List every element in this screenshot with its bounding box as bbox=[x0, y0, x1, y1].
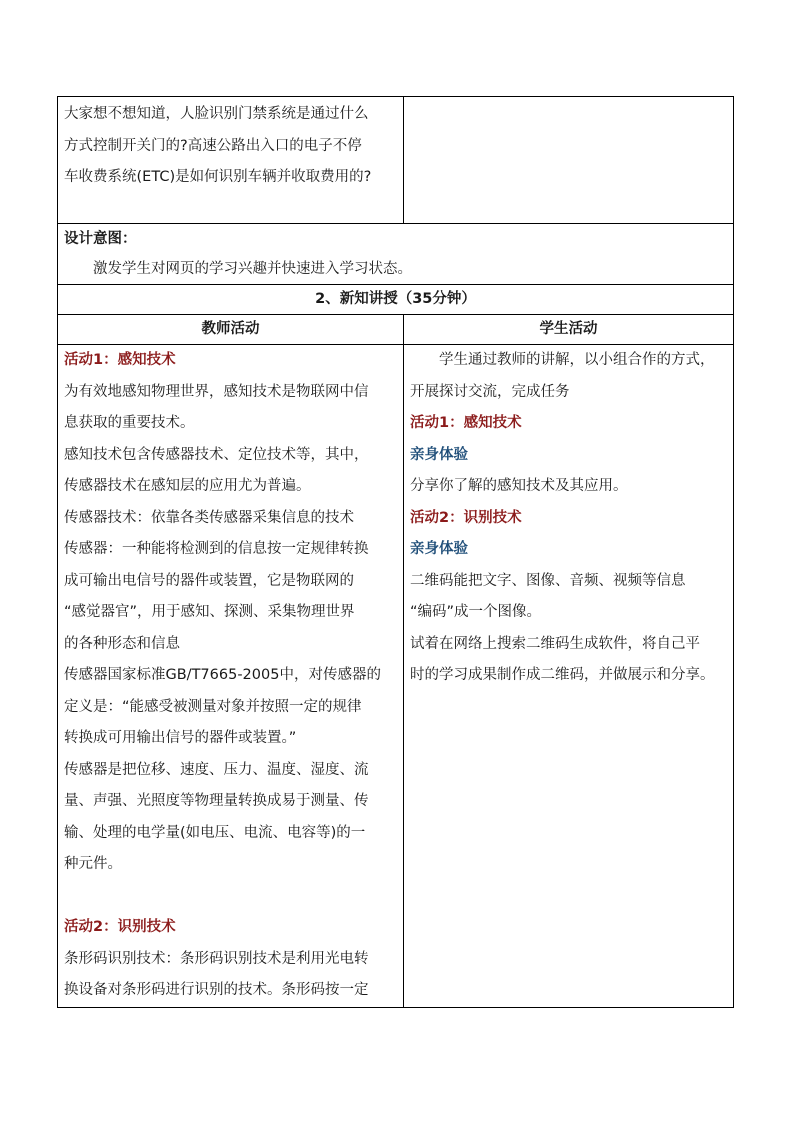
teacher-activity2-title: 活动2：识别技术 bbox=[64, 919, 176, 935]
teacher-line: 传感器技术：依靠各类传感器采集信息的技术 bbox=[64, 509, 354, 526]
intro-left-cell bbox=[58, 97, 404, 224]
student-experience-heading: 亲身体验 bbox=[410, 446, 468, 463]
intro-row bbox=[58, 97, 734, 224]
student-activity-cell bbox=[404, 345, 734, 1008]
section-row bbox=[58, 285, 734, 315]
design-intent-cell bbox=[58, 224, 734, 285]
teacher-line: 感知技术包含传感器技术、定位技术等，其中， bbox=[64, 446, 369, 463]
teacher-activity-cell bbox=[58, 345, 404, 1008]
student-line: 试着在网络上搜索二维码生成软件，将自己平 bbox=[410, 635, 700, 652]
student-intro-line: 开展探讨交流，完成任务 bbox=[410, 383, 570, 400]
teacher-line: 种元件。 bbox=[64, 856, 122, 872]
lesson-plan-table bbox=[57, 96, 734, 1008]
student-activity2-title: 活动2：识别技术 bbox=[410, 509, 522, 526]
teacher-line: 传感器是把位移、速度、压力、温度、湿度、流 bbox=[64, 761, 369, 778]
student-line: 分享你了解的感知技术及其应用。 bbox=[410, 478, 628, 494]
teacher-line: 条形码识别技术：条形码识别技术是利用光电转 bbox=[64, 950, 369, 967]
section-title: 2、新知讲授（35分钟） bbox=[58, 285, 734, 315]
student-line: 时的学习成果制作成二维码，并做展示和分享。 bbox=[410, 667, 715, 683]
teacher-line: 转换成可用输出信号的器件或装置。” bbox=[64, 730, 297, 746]
teacher-column-header: 教师活动 bbox=[58, 315, 404, 345]
intro-line: 方式控制开关门的?高速公路出入口的电子不停 bbox=[64, 137, 362, 154]
student-activity1-title: 活动1：感知技术 bbox=[410, 415, 522, 431]
teacher-line: 输、处理的电学量(如电压、电流、电容等)的一 bbox=[64, 824, 366, 841]
student-line: 二维码能把文字、图像、音频、视频等信息 bbox=[410, 572, 686, 589]
design-intent-row bbox=[58, 224, 734, 285]
teacher-activity1-title: 活动1：感知技术 bbox=[64, 352, 176, 368]
teacher-line: 换设备对条形码进行识别的技术。条形码按一定 bbox=[64, 982, 369, 998]
teacher-line: 量、声强、光照度等物理量转换成易于测量、传 bbox=[64, 793, 369, 809]
design-intent-text: 激发学生对网页的学习兴趣并快速进入学习状态。 bbox=[93, 260, 412, 277]
teacher-line: 息获取的重要技术。 bbox=[64, 415, 195, 431]
design-intent-label: 设计意图： bbox=[64, 231, 137, 247]
intro-line: 车收费系统(ETC)是如何识别车辆并收取费用的? bbox=[64, 169, 372, 185]
teacher-line: 的各种形态和信息 bbox=[64, 635, 180, 652]
teacher-line: “感觉器官”，用于感知、探测、采集物理世界 bbox=[64, 604, 355, 620]
teacher-line: 传感器技术在感知层的应用尤为普遍。 bbox=[64, 478, 311, 494]
student-intro-line: 学生通过教师的讲解，以小组合作的方式， bbox=[439, 352, 715, 368]
student-line: “编码”成一个图像。 bbox=[410, 604, 542, 620]
blank-line bbox=[64, 881, 399, 913]
teacher-line: 成可输出电信号的器件或装置，它是物联网的 bbox=[64, 572, 354, 589]
intro-right-cell bbox=[404, 97, 734, 224]
teacher-line: 传感器国家标准GB/T7665-2005中，对传感器的 bbox=[64, 667, 381, 683]
teacher-line: 为有效地感知物理世界，感知技术是物联网中信 bbox=[64, 383, 369, 400]
student-column-header: 学生活动 bbox=[404, 315, 734, 345]
teacher-line: 传感器：一种能将检测到的信息按一定规律转换 bbox=[64, 541, 369, 557]
column-header-row bbox=[58, 315, 734, 345]
student-experience-heading: 亲身体验 bbox=[410, 541, 468, 557]
teacher-line: 定义是：“能感受被测量对象并按照一定的规律 bbox=[64, 698, 362, 715]
activity-row bbox=[58, 345, 734, 1008]
intro-line: 大家想不想知道，人脸识别门禁系统是通过什么 bbox=[64, 106, 369, 122]
